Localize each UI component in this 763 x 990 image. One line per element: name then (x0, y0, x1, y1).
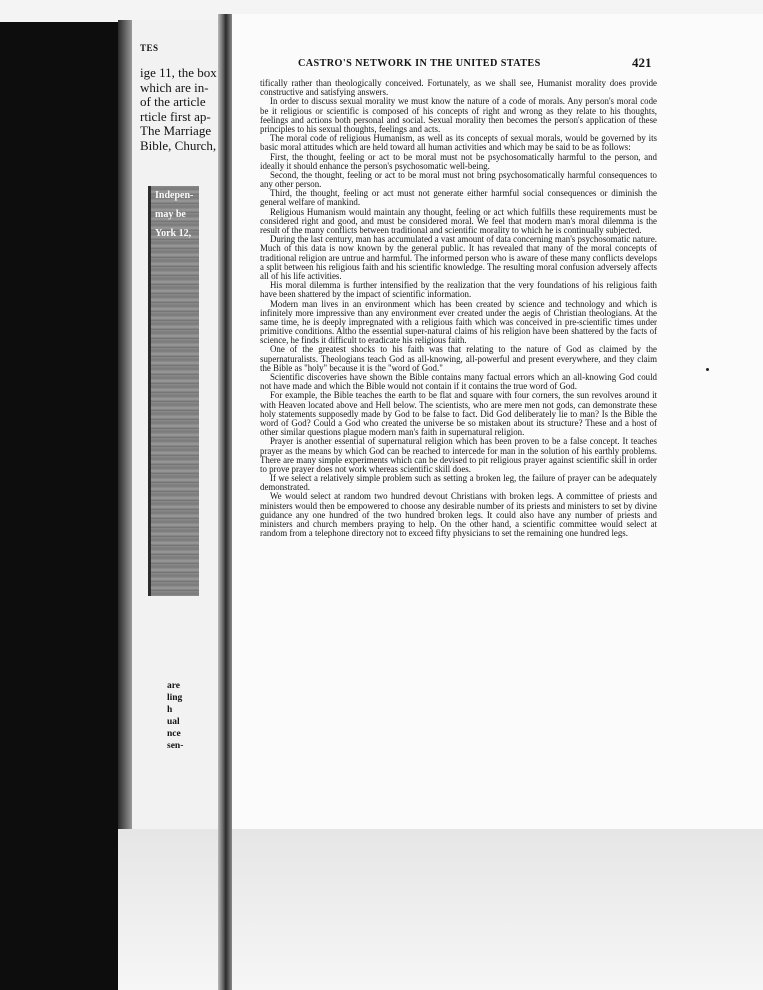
left-page-line: of the article (140, 94, 206, 110)
paragraph: Third, the thought, feeling or act must not generate either harmful social consequences or diminish the general welfare of mankind. (260, 188, 657, 208)
left-page-fragment: h (167, 705, 173, 715)
left-page-fragment: ual (167, 717, 180, 727)
paragraph: We would select at random two hundred devout Christians with broken legs. A committee of priests and ministers would then be empowered to choose any desirable number of its priests and ministers to set by divine guidance any one hundred of the two hundred broken legs. It could also have any number of priests and ministers and church members praying to help. On the other hand, a scientific committee would select at random from a telephone directory not to exceed fifty physicians to set the remaining one hundred legs. (260, 491, 657, 539)
paragraph: First, the thought, feeling or act to be moral must not be psychosomatically harmful to the person, and ideally it should enhance the person's psychosomatic well-being. (260, 151, 657, 171)
paragraph: During the last century, man has accumulated a vast amount of data concerning man's psychosomatic nature. Much of this data is now known by the general public. It has revealed that many of the moral concepts of traditional religion are untrue and harmful. The informed person who is aware of these many conflicts develops a split between his religious faith and his scientific knowledge. The resulting moral confusion adversely affects all of his life activities. (260, 234, 657, 281)
body-text (260, 79, 657, 538)
clipping-word: may be (155, 209, 186, 220)
left-page-fragment: nce (167, 729, 181, 739)
paragraph: tifically rather than theologically conceived. Fortunately, as we shall see, Humanist morality does provide constructive and satisfying answers. (260, 78, 657, 98)
paragraph: Modern man lives in an environment which has been created by science and technology and which is infinitely more impressive than any environment ever created under the aegis of Christian theologians. At the same time, he is deeply impregnated with a religious faith which was conceived in pre-scientific times under primitive conditions. Altho the essential super-natural claims of his religion have been shattered by the facts of science, he finds it difficult to eradicate his religious faith. (260, 298, 657, 346)
running-title: CASTRO'S NETWORK IN THE UNITED STATES (298, 58, 541, 69)
paragraph: Religious Humanism would maintain any thought, feeling or act which fulfills these requirements must be considered right and good, and must be considered moral. We feel that modern man's moral dilemma is the result of the many conflicts between traditional and scientific morality to which he is continually subjected. (260, 206, 657, 235)
left-page-fragments (167, 680, 183, 752)
paragraph: If we select a relatively simple problem such as setting a broken leg, the failure of prayer can be adequately demonstrated. (260, 473, 657, 493)
left-page-line: which are in- (140, 79, 209, 95)
paragraph: One of the greatest shocks to his faith was that relating to the nature of God as claimed by the supernaturalists. Theologians teach God as all-knowing, all-powerful and present everywhere, and they claim the Bible as "holy" because it is the "word of God." (260, 344, 657, 373)
paragraph: Scientific discoveries have shown the Bible contains many factual errors which an all-knowing God could not have made and which the Bible would not contain if it contains the true word of God. (260, 372, 657, 392)
left-page-fragment: ling (167, 693, 183, 703)
paragraph: In order to discuss sexual morality we must know the nature of a code of morals. Any person's moral code be it religious or scientific is composed of his concepts of right and wrong as they relate to his thoughts, feelings and actions both personal and social. Sexual morality then becomes the person's application of these principles to his sexual thoughts, feelings and acts. (260, 96, 657, 134)
clipping-word: York 12, (155, 228, 192, 239)
paragraph: Prayer is another essential of supernatural religion which has been proven to be a false concept. It teaches prayer as the means by which God can be reached to intercede for man in the solution of his earthly problems. There are many simple experiments which can be devised to pit religious prayer against scientific skill in order to prove prayer does not work whereas scientific skill does. (260, 436, 657, 474)
paragraph: His moral dilemma is further intensified by the realization that the very foundations of his religious faith have been shattered by the impact of scientific information. (260, 280, 657, 300)
paragraph: The moral code of religious Humanism, as well as its concepts of sexual morals, would be governed by its basic moral attitudes which are held toward all human activities and which may be said to be as follows: (260, 133, 657, 153)
page-bottom-margin (118, 829, 763, 990)
left-page-line: Bible, Church, (140, 137, 217, 153)
left-page-fragment: sen- (167, 741, 184, 751)
scan-speck (706, 368, 709, 371)
book-gutter (218, 14, 232, 990)
paragraph: Second, the thought, feeling or act to be moral must not bring psychosomatically harmful consequences to any other person. (260, 169, 657, 190)
left-page-fragment: are (167, 681, 181, 691)
left-page-text (140, 66, 240, 154)
left-page-line: The Marriage (140, 123, 212, 139)
left-page-line: ige 11, the box (140, 66, 217, 80)
left-page-line: rticle first ap- (140, 108, 211, 124)
paragraph: For example, the Bible teaches the earth to be flat and square with four corners, the sun revolves around it with Heaven located above and Hell below. The scientists, who are mere men not gods, can demonstrate these holy statements supposedly made by God to be false to fact. Did God deliberately lie to man? Is the Bible the word of God? Could a God who created the universe be so mistaken about its structure? These and a host of other similar questions plague modern man's faith in supernatural religion. (260, 390, 657, 438)
left-page-running-head: TES (140, 43, 159, 53)
clipping-word: Indepen- (155, 190, 194, 201)
page-number: 421 (632, 55, 652, 70)
newspaper-clipping (148, 186, 199, 596)
